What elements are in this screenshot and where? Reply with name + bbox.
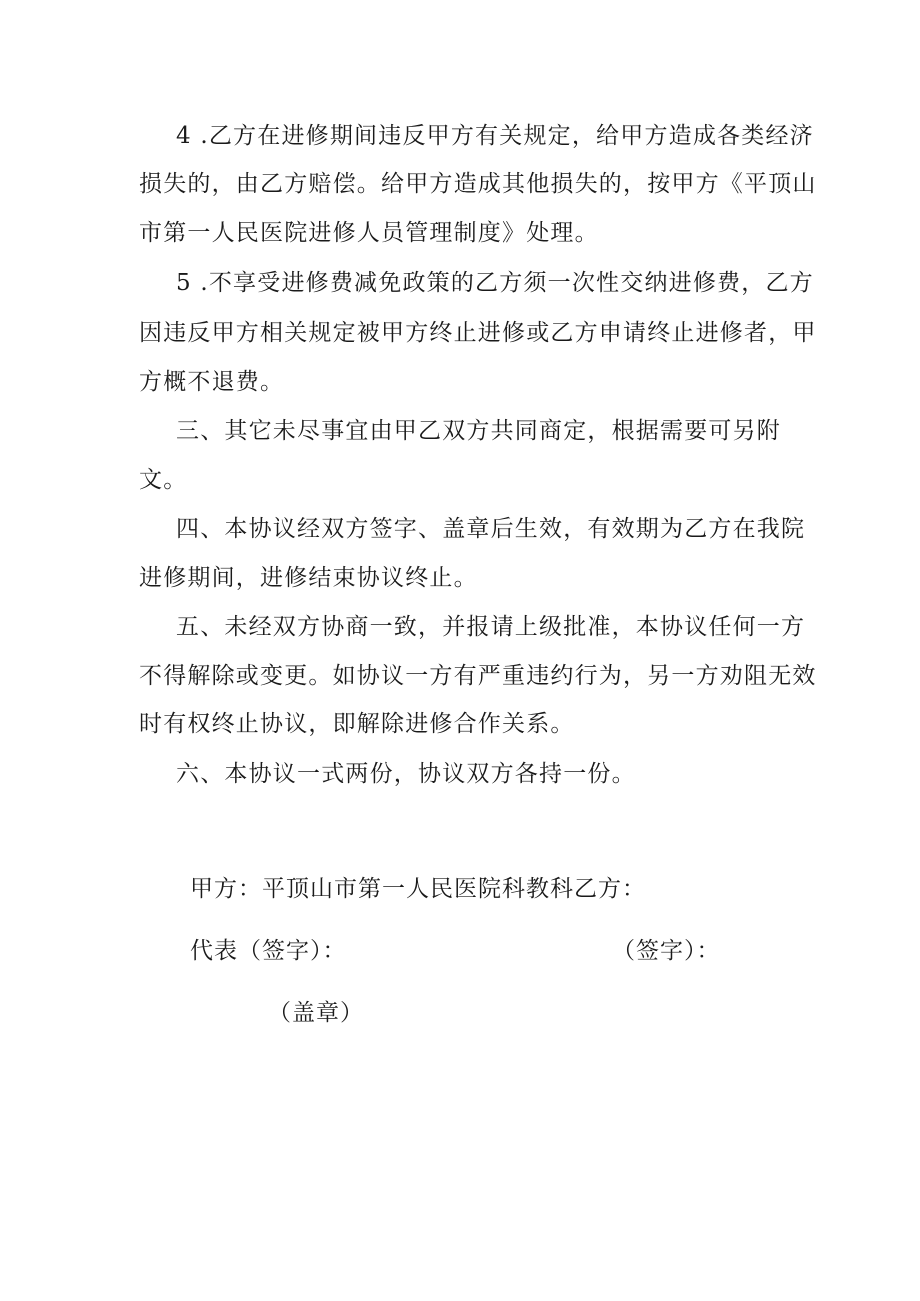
signature-rep-b: （签字）： <box>612 938 721 964</box>
article-5-line-1: 五、未经双方协商一致，并报请上级批准，本协议任何一方 <box>176 614 806 640</box>
article-3-line-2: 文。 <box>139 467 188 493</box>
clause-4-line-3: 市第一人民医院进修人员管理制度》处理。 <box>139 220 599 246</box>
clause-4-line-1: 4 .乙方在进修期间违反甲方有关规定，给甲方造成各类经济 <box>176 123 814 149</box>
clause-5-line-3: 方概不退费。 <box>139 369 285 395</box>
signature-seal: （盖章） <box>268 1000 364 1026</box>
article-5-line-3: 时有权终止协议，即解除进修合作关系。 <box>139 711 575 737</box>
clause-5-line-2: 因违反甲方相关规定被甲方终止进修或乙方申请终止进修者，甲 <box>139 320 817 346</box>
article-4-line-1: 四、本协议经双方签字、盖章后生效，有效期为乙方在我院 <box>176 516 806 542</box>
article-5-line-2: 不得解除或变更。如协议一方有严重违约行为，另一方劝阻无效 <box>139 663 817 689</box>
signature-rep-a: 代表（签字）： <box>190 938 347 964</box>
article-3-line-1: 三、其它未尽事宜由甲乙双方共同商定，根据需要可另附 <box>176 418 781 444</box>
signature-party-line: 甲方：平顶山市第一人民医院科教科乙方： <box>190 876 646 902</box>
clause-4-line-2: 损失的，由乙方赔偿。给甲方造成其他损失的，按甲方《平顶山 <box>139 171 817 197</box>
clause-5-line-1: 5 .不享受进修费减免政策的乙方须一次性交纳进修费，乙方 <box>176 270 814 296</box>
article-6-line-1: 六、本协议一式两份，协议双方各持一份。 <box>176 761 636 787</box>
article-4-line-2: 进修期间，进修结束协议终止。 <box>139 565 478 591</box>
